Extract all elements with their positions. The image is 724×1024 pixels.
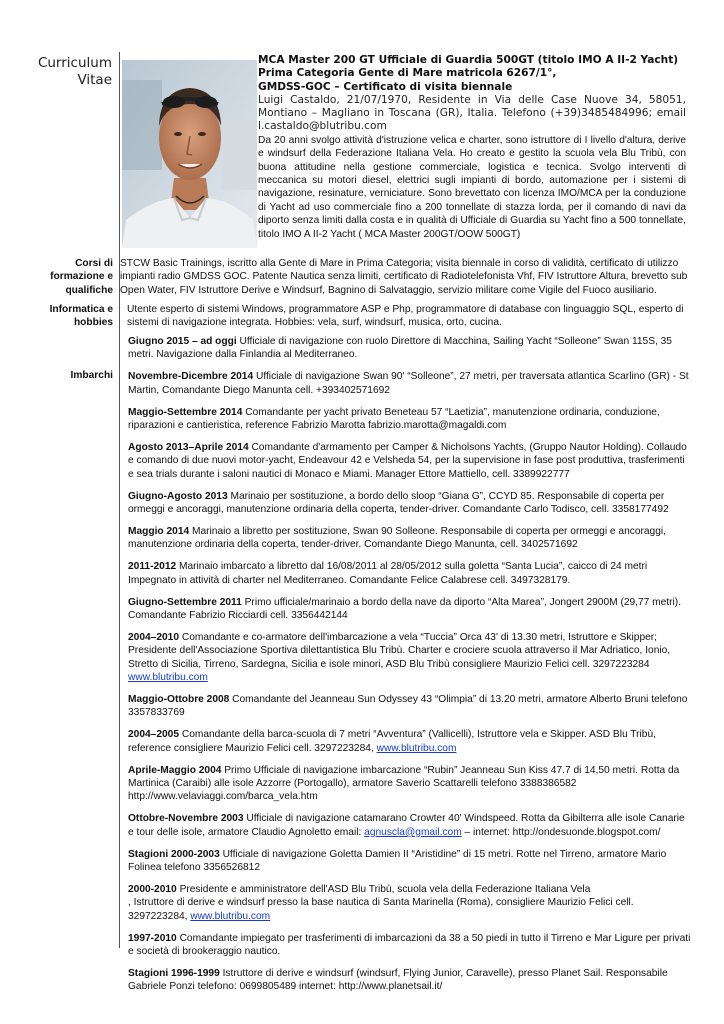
imbarco-link[interactable]: www.blutribu.com <box>376 742 457 754</box>
imbarco-date: Aprile-Maggio 2004 <box>128 764 222 776</box>
imbarco-date: Maggio-Ottobre 2008 <box>128 694 230 706</box>
imbarco-description: Ufficiale di navigazione Swan 90' “Solleone”, 27 metri, per traversata atlantica Scarlino (GR) - St Martin, Comandante Diego Manunta cell. +393402571692 <box>128 371 689 396</box>
imbarco-date: Maggio-Settembre 2014 <box>128 406 243 418</box>
qualification-line-2: Prima Categoria Gente di Mare matricola 6267/1°, <box>258 67 557 80</box>
imbarco-description: Comandante per yacht privato Beneteau 57 “Laetizia”, manutenzione ordinaria, conduzione, riparazioni e cantieristica, reference Fabrizio Marotta fabrizio.marotta@magaldi.com <box>128 406 660 432</box>
imbarco-entry <box>128 370 693 397</box>
cv-title <box>30 55 112 89</box>
corsi-label-line-1: Corsi di <box>75 258 113 269</box>
imbarco-entry <box>128 335 693 362</box>
imbarco-entry <box>128 967 693 994</box>
imbarco-description: Marinaio per sostituzione, a bordo dello sloop “Giana G”, CCYD 85. Responsabile di coperta per ormeggi e ancoraggi, manutenzione ordinaria della coperta, tender-driver. Comandante Carlo Todisco, cell. 3358177492 <box>128 490 669 516</box>
imbarco-entry <box>128 441 693 481</box>
imbarco-description: Marinaio a libretto per sostituzione, Swan 90 Solleone. Responsabile di coperta per ormeggi e ancoraggi, manutenzione ordinaria della coperta, tender-driver. Comandante Diego Manunta, cell. 3402571692 <box>128 525 666 551</box>
imbarco-entry <box>128 631 693 685</box>
imbarco-entry <box>128 596 693 623</box>
informatica-label-line-2: hobbies <box>73 317 113 329</box>
imbarco-date: Stagioni 2000-2003 <box>128 848 220 860</box>
imbarco-entry <box>128 525 693 552</box>
imbarco-description: Ufficiale di navigazione con ruolo Direttore di Macchina, Sailing Yacht “Solleone” Swan 115S, 35 metri. Navigazione dalla Finlandia al Mediterraneo. <box>128 336 672 361</box>
imbarco-description: Primo Ufficiale di navigazione imbarcazione “Rubin” Jeanneau Sun Kiss 47.7 di 14,50 metri. Rotta da Martinica (Caraibi) alle isole Azzorre (Portogallo), armatore Saverio Scattarelli telefono 3388386582 http://www.velaviaggi.com/barca_vela.htm <box>128 764 680 803</box>
imbarco-link[interactable]: www.blutribu.com <box>128 672 208 684</box>
imbarco-date: Giugno 2015 – ad oggi <box>128 336 237 347</box>
imbarco-date: 2011-2012 <box>128 561 177 573</box>
imbarco-description: Ufficiale di navigazione Goletta Damien II “Aristidine” di 15 metri. Rotte nel Tirreno, armatore Mario Folinea telefono 3356526812 <box>128 848 667 874</box>
portrait-photo <box>122 60 257 248</box>
imbarco-description: , Istruttore di derive e windsurf presso la base nautica di Santa Marinella (Roma), consigliere Maurizio Felici cell. 3297223284, <box>128 897 634 922</box>
imbarco-description: Istruttore di derive e windsurf (windsurf, Flying Junior, Caravelle), presso Planet Sail. Responsabile Gabriele Ponzi telefono: 0699805489 internet: http://www.planetsail.it/ <box>128 968 668 993</box>
imbarco-description: Comandante della barca-scuola di 7 metri “Avventura” (Vallicelli), Istruttore vela e Skipper. ASD Blu Tribù, reference consigliere Maurizio Felici cell. 3297223284, <box>128 729 656 754</box>
cv-title-line-2: Vitae <box>77 72 112 88</box>
imbarco-entry <box>128 728 693 755</box>
imbarchi-label: Imbarchi <box>70 370 113 381</box>
contact-info: Luigi Castaldo, 21/07/1970, Residente in Via delle Case Nuove 34, 58051, Montiano – Magliano in Toscana (GR), Italia. Telefono (+39)3485484996; email l.castaldo@blutribu.com <box>258 93 686 133</box>
imbarco-entry <box>128 764 693 804</box>
imbarco-entry <box>128 693 693 720</box>
imbarco-description: Ufficiale di navigazione catamarano Crowter 40' Windspeed. Rotta da Gibilterra alle isole Canarie e tour delle isole, armatore Claudio Agnoletto email: <box>128 813 685 838</box>
corsi-label-line-3: qualifiche <box>65 284 113 296</box>
imbarco-entry <box>128 848 693 875</box>
imbarco-date: Novembre-Dicembre 2014 <box>128 371 254 383</box>
imbarco-entry <box>128 883 693 923</box>
imbarco-description: Primo ufficiale/marinaio a bordo della nave da diporto “Alta Marea”, Jongert 2900M (29,77 metri). Comandante Fabrizio Ricciardi cell. 3356442144 <box>128 596 682 621</box>
imbarco-entry <box>128 406 693 433</box>
imbarco-description-tail: – internet: http://ondesuonde.blogspot.com/ <box>461 826 661 838</box>
corsi-text: STCW Basic Trainings, iscritto alla Gente di Mare in Prima Categoria; visita biennale in corso di validità, certificato di utilizzo impianti radio GMDSS GOC. Patente Nautica senza limiti, certificato di Radiotelefonista Vhf, FIV Istruttore Altura, brevetto sub Open Water, FIV Istruttore Derive e Windsurf, Bagnino di Salvataggio, servizio militare come Vigile del Fuoco ausiliario. <box>120 258 688 296</box>
imbarco-date: Agosto 2013–Aprile 2014 <box>128 441 249 453</box>
imbarco-date: Maggio 2014 <box>128 525 190 537</box>
imbarco-date: Ottobre-Novembre 2003 <box>128 813 244 825</box>
imbarco-description: Comandante d'armamento per Camper & Nicholsons Yachts, (Gruppo Nautor Holding). Collaudo e comando di due nuovi motor-yacht, Endeavour 42 e Velsheda 54, per la supervisione in fase post produttiva, trasferimenti e sea trials durante i saloni nautici di Monaco e Miami. Manager Ettore Mattiello, cell. 3389922777 <box>128 441 687 480</box>
imbarco-date: Giugno-Settembre 2011 <box>128 596 242 608</box>
imbarco-description: Comandante e co-armatore dell'imbarcazione a vela “Tuccia” Orca 43' di 13.30 metri, Istruttore e Skipper; Presidente dell'Associazione Sportiva dilettantistica Blu Tribù. Charter e crociere scuola attraverso il Mar Adriatico, Ionio, Stretto di Sicilia, Tirreno, Sardegna, Sicilia e isole minori, ASD Blu Tribù consigliere Maurizio Felici cell. 3297223284 <box>128 631 671 670</box>
imbarco-description: Presidente e amministratore dell'ASD Blu Tribù, scuola vela della Federazione Italiana Vela <box>176 884 591 895</box>
imbarco-description: Comandante impiegato per trasferimenti di imbarcazioni da 38 a 50 piedi in tutto il Tirreno e Mar Ligure per privati e società di brookeraggio nautico. <box>128 932 691 958</box>
imbarco-description: Comandante del Jeanneau Sun Odyssey 43 “Olimpia” di 13.20 metri, armatore Alberto Bruni telefono 3357833769 <box>128 694 688 719</box>
corsi-label <box>50 257 113 297</box>
imbarco-date: 2004–2010 <box>128 631 179 643</box>
imbarco-date: 1997-2010 <box>128 932 177 944</box>
imbarco-date: Giugno-Agosto 2013 <box>128 490 228 502</box>
imbarco-link[interactable]: agnuscla@gmail.com <box>364 826 462 838</box>
profile-summary: Da 20 anni svolgo attività d'istruzione velica e charter, sono istruttore di I livello d'altura, derive e windsurf della Federazione Italiana Vela. Ho creato e gestito la scuola vela Blu Tribù, con buona attitudine nella gestione commerciale, logistica e tecnica. Svolgo interventi di meccanica su motori diesel, elettrici sugli impianti di bordo, automazione per i sistemi di navigazione, resinature, verniciature. Sono brevettato con licenza IMO/MCA per la conduzione di Yacht ad uso commerciale fino a 200 tonnellate di stazza lorda, per il comando di navi da diporto senza limiti dalla costa e in qualità di Ufficiale di Guardia su Yacht fino a 500 tonnellate, titolo IMO A II-2 Yacht ( MCA Master 200GT/OOW 500GT) <box>258 134 686 240</box>
imbarco-description: Marinaio imbarcato a libretto dal 16/08/2011 al 28/05/2012 sulla goletta “Santa Lucia”, caicco di 24 metri Impegnato in attività di charter nel Mediterraneo. Comandante Felice Calabrese cell. 3497328179. <box>128 561 648 586</box>
informatica-label-line-1: Informatica e <box>49 304 113 315</box>
qualification-line-1: MCA Master 200 GT Ufficiale di Guardia 500GT (titolo IMO A II-2 Yacht) <box>258 54 679 66</box>
qualification-line-3: GMDSS-GOC – Certificato di visita biennale <box>258 80 513 93</box>
informatica-text: Utente esperto di sistemi Windows, programmatore ASP e Php, programmatore di database con linguaggio SQL, esperto di sistemi di navigazione integrata. Hobbies: vela, surf, windsurf, musica, orto, cucina. <box>127 304 684 329</box>
cv-title-line-1: Curriculum <box>37 55 112 71</box>
imbarchi-list <box>128 335 693 1002</box>
informatica-label <box>50 303 113 330</box>
divider-bottom <box>119 300 120 948</box>
imbarco-entry <box>128 932 693 959</box>
imbarco-link[interactable]: www.blutribu.com <box>190 910 271 922</box>
imbarco-entry <box>128 490 693 517</box>
corsi-label-line-2: formazione e <box>50 271 113 283</box>
imbarco-entry <box>128 812 693 839</box>
imbarco-date: 2000-2010 <box>128 884 177 895</box>
imbarco-date: Stagioni 1996-1999 <box>128 968 220 980</box>
imbarco-date: 2004–2005 <box>128 729 179 741</box>
imbarco-entry <box>128 560 693 587</box>
header-block <box>258 54 686 241</box>
